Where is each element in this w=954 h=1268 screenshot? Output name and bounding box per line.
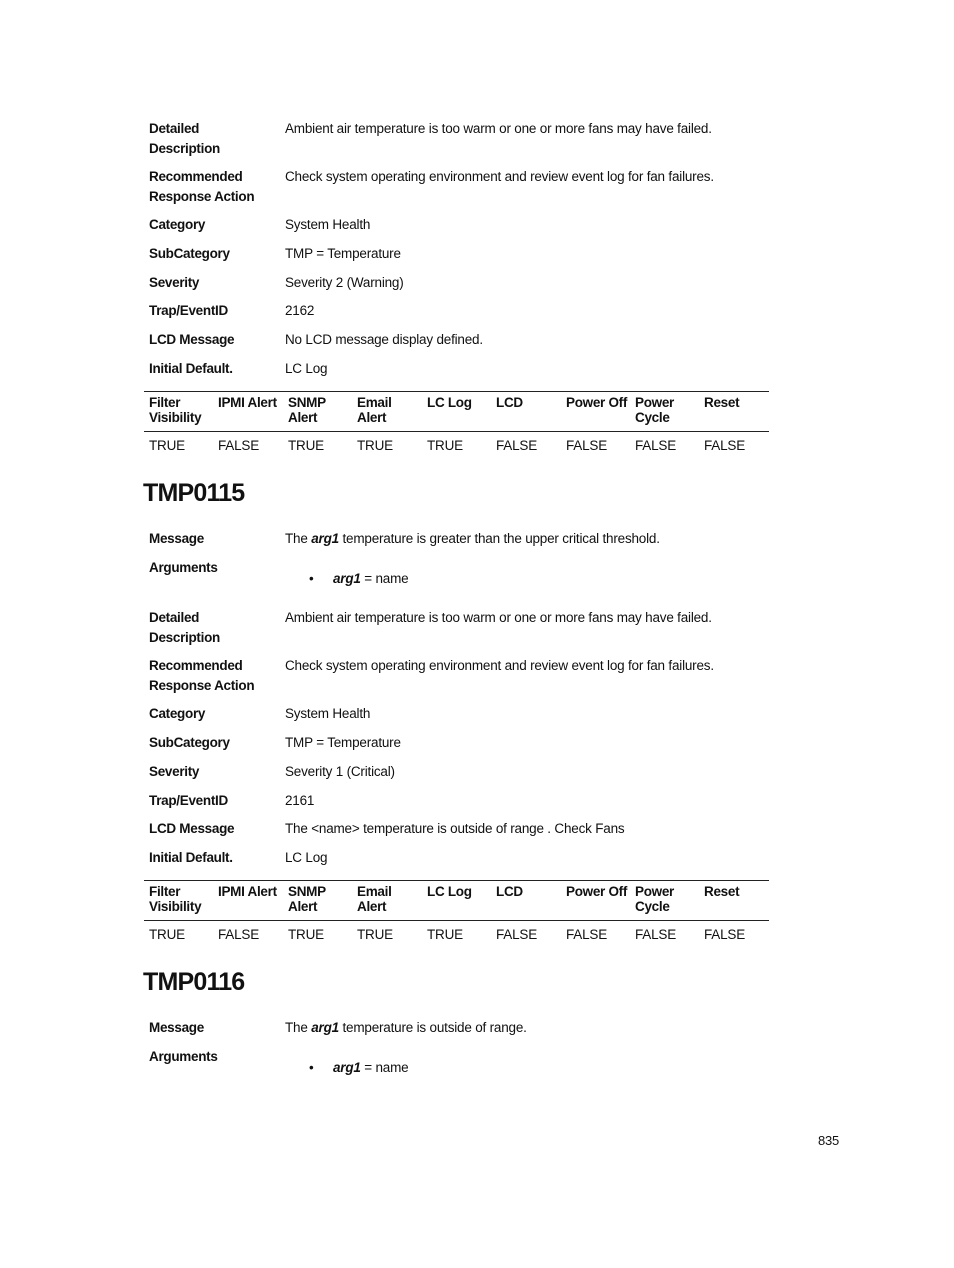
definition-label: Category [149, 217, 206, 232]
table-header-cell: Filter Visibility [149, 884, 202, 914]
tmp0116-heading: TMP0116 [143, 968, 245, 996]
page-number: 835 [818, 1133, 840, 1148]
definition-label: SubCategory [149, 735, 230, 750]
table-top-rule [144, 880, 769, 881]
tmp0115-heading: TMP0115 [143, 479, 245, 507]
table-cell: FALSE [635, 927, 677, 942]
table-cell: FALSE [635, 438, 677, 453]
definition-label: Initial Default. [149, 850, 233, 865]
table-header-cell: SNMP Alert [288, 884, 326, 914]
argument-desc: = name [360, 1060, 409, 1075]
message-value: The arg1 temperature is greater than the upper critical threshold. [285, 531, 660, 546]
message-label: Message [149, 1020, 204, 1035]
table-header-cell: Reset [704, 884, 740, 899]
table-header-cell: SNMP Alert [288, 395, 326, 425]
definition-value: LC Log [285, 361, 328, 376]
table-cell: FALSE [218, 438, 260, 453]
table-cell: FALSE [704, 927, 746, 942]
definition-value: Check system operating environment and review event log for fan failures. [285, 169, 714, 184]
table-cell: TRUE [288, 927, 324, 942]
definition-value: 2161 [285, 793, 315, 808]
definition-label: Initial Default. [149, 361, 233, 376]
definition-label: Detailed Description [149, 610, 220, 645]
tmp0115-notification-table [144, 880, 769, 950]
table-cell: TRUE [427, 927, 463, 942]
table-cell: FALSE [218, 927, 260, 942]
definition-value: Ambient air temperature is too warm or one or more fans may have failed. [285, 121, 712, 136]
message-label: Message [149, 531, 204, 546]
table-top-rule [144, 391, 769, 392]
tmp0116-argument-item [309, 1058, 409, 1077]
table-cell: TRUE [149, 438, 185, 453]
table-cell: TRUE [149, 927, 185, 942]
definition-label: Trap/EventID [149, 303, 228, 318]
table-cell: TRUE [357, 927, 393, 942]
table-cell: TRUE [357, 438, 393, 453]
definition-label: Severity [149, 275, 200, 290]
table-header-cell: IPMI Alert [218, 395, 277, 410]
table-cell: FALSE [704, 438, 746, 453]
definition-label: Detailed Description [149, 121, 220, 156]
table-header-cell: LC Log [427, 884, 472, 899]
table-header-rule [144, 920, 769, 921]
definition-label: SubCategory [149, 246, 230, 261]
definition-value: TMP = Temperature [285, 246, 401, 261]
bullet-icon: • [309, 1060, 314, 1075]
definition-label: Recommended Response Action [149, 169, 255, 204]
table-header-cell: Email Alert [357, 884, 392, 914]
definition-label: LCD Message [149, 332, 235, 347]
table-cell: FALSE [566, 927, 608, 942]
definition-label: Category [149, 706, 206, 721]
table-header-cell: Power Cycle [635, 395, 675, 425]
table-header-cell: LCD [496, 395, 523, 410]
definition-value: The <name> temperature is outside of range . Check Fans [285, 821, 625, 836]
table-header-cell: LCD [496, 884, 523, 899]
definition-value: Ambient air temperature is too warm or one or more fans may have failed. [285, 610, 712, 625]
tmp0115-argument-item [309, 569, 409, 588]
arguments-label: Arguments [149, 560, 218, 575]
bullet-icon: • [309, 571, 314, 586]
definition-value: Severity 2 (Warning) [285, 275, 404, 290]
definition-value: System Health [285, 706, 371, 721]
table-header-cell: Power Cycle [635, 884, 675, 914]
table-header-cell: Email Alert [357, 395, 392, 425]
message-value: The arg1 temperature is outside of range. [285, 1020, 527, 1035]
definition-label: Recommended Response Action [149, 658, 255, 693]
definition-value: TMP = Temperature [285, 735, 401, 750]
table-header-cell: Reset [704, 395, 740, 410]
table-cell: FALSE [496, 927, 538, 942]
table-cell: TRUE [427, 438, 463, 453]
definition-value: 2162 [285, 303, 315, 318]
arguments-label: Arguments [149, 1049, 218, 1064]
argument-name: arg1 [333, 571, 361, 586]
table-header-rule [144, 431, 769, 432]
definition-value: Severity 1 (Critical) [285, 764, 395, 779]
table-cell: FALSE [566, 438, 608, 453]
definition-value: System Health [285, 217, 371, 232]
table-header-cell: Power Off [566, 395, 628, 410]
definition-value: No LCD message display defined. [285, 332, 483, 347]
table-header-cell: Power Off [566, 884, 628, 899]
block1-notification-table [144, 391, 769, 461]
definition-value: LC Log [285, 850, 328, 865]
argument-desc: = name [360, 571, 409, 586]
table-header-cell: IPMI Alert [218, 884, 277, 899]
definition-value: Check system operating environment and review event log for fan failures. [285, 658, 714, 673]
definition-label: LCD Message [149, 821, 235, 836]
table-cell: TRUE [288, 438, 324, 453]
argument-name: arg1 [333, 1060, 361, 1075]
message-arg: arg1 [311, 1020, 339, 1035]
table-header-cell: Filter Visibility [149, 395, 202, 425]
table-header-cell: LC Log [427, 395, 472, 410]
definition-label: Trap/EventID [149, 793, 228, 808]
table-cell: FALSE [496, 438, 538, 453]
definition-label: Severity [149, 764, 200, 779]
message-arg: arg1 [311, 531, 339, 546]
